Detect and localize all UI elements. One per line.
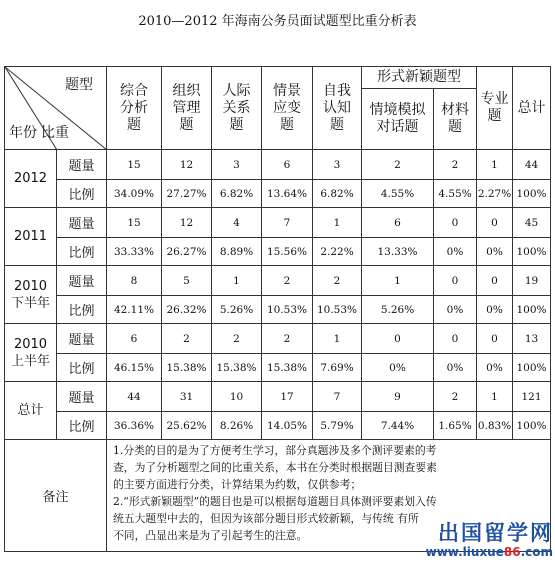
year-cell: 2012: [5, 150, 57, 208]
ratio-cell: 5.26%: [362, 296, 434, 324]
table-row: [5, 238, 551, 266]
table-row: [5, 324, 551, 354]
ratio-label: 比例: [57, 180, 107, 208]
count-cell: 0: [477, 266, 513, 296]
ratio-cell: 100%: [513, 238, 551, 266]
count-cell: 1: [212, 266, 262, 296]
count-cell: 15: [107, 208, 162, 238]
year-cell: 2011: [5, 208, 57, 266]
note-line: 查，为了分析题型之间的比重关系，本书在分类时根据题目测查要素: [113, 461, 437, 474]
col-header-type: 自我 认知 题: [313, 67, 362, 150]
note-line: 1.分类的目的是为了方便考生学习，部分真题涉及多个测评要素的考: [113, 444, 437, 457]
ratio-cell: 7.44%: [362, 412, 434, 440]
count-cell: 7: [262, 208, 313, 238]
year-cell: 2010 下半年: [5, 266, 57, 324]
corner-header: [5, 67, 107, 150]
watermark-url: www.liuxue86.com: [425, 545, 553, 559]
count-cell: 0: [477, 208, 513, 238]
col-header-type: 情景 应变 题: [262, 67, 313, 150]
ratio-cell: 10.53%: [313, 296, 362, 324]
ratio-cell: 25.62%: [162, 412, 212, 440]
ratio-cell: 0%: [434, 296, 477, 324]
count-cell: 2: [362, 150, 434, 180]
ratio-cell: 10.53%: [262, 296, 313, 324]
ratio-cell: 26.27%: [162, 238, 212, 266]
ratio-cell: 0.83%: [477, 412, 513, 440]
col-header-new-group: 形式新颖题型: [362, 67, 477, 89]
table-row: [5, 412, 551, 440]
count-cell: 9: [362, 382, 434, 412]
ratio-label: 比例: [57, 354, 107, 382]
ratio-cell: 5.26%: [212, 296, 262, 324]
watermark-logo: [426, 521, 553, 559]
note-line: 2.“形式新颖题型”的题目也是可以根据每道题目具体测评要素划入传: [113, 495, 437, 508]
table-title: 2010—2012 年海南公务员面试题型比重分析表: [138, 14, 417, 29]
ratio-cell: 1.65%: [434, 412, 477, 440]
ratio-cell: 100%: [513, 412, 551, 440]
ratio-label: 比例: [57, 296, 107, 324]
count-cell: 1: [313, 208, 362, 238]
count-cell: 12: [162, 150, 212, 180]
count-cell: 1: [477, 382, 513, 412]
ratio-cell: 100%: [513, 180, 551, 208]
ratio-cell: 0%: [477, 296, 513, 324]
ratio-cell: 0%: [477, 354, 513, 382]
count-cell: 17: [262, 382, 313, 412]
table-row: [5, 382, 551, 412]
ratio-cell: 26.32%: [162, 296, 212, 324]
table-row: [5, 180, 551, 208]
count-cell: 31: [162, 382, 212, 412]
count-label: 题量: [57, 266, 107, 296]
count-cell: 1: [477, 150, 513, 180]
count-cell: 15: [107, 150, 162, 180]
ratio-cell: 6.82%: [212, 180, 262, 208]
ratio-cell: 13.33%: [362, 238, 434, 266]
year-cell: 总计: [5, 382, 57, 440]
table-row: [5, 150, 551, 180]
note-line: 不同，凸显出来是为了引起考生的注意。: [113, 529, 308, 542]
count-cell: 13: [513, 324, 551, 354]
ratio-cell: 15.56%: [262, 238, 313, 266]
count-cell: 0: [434, 266, 477, 296]
count-cell: 12: [162, 208, 212, 238]
ratio-cell: 46.15%: [107, 354, 162, 382]
count-cell: 2: [262, 266, 313, 296]
note-line: 的主要方面进行分类，计算结果为约数，仅供参考；: [113, 478, 362, 491]
count-cell: 2: [262, 324, 313, 354]
ratio-cell: 0%: [434, 238, 477, 266]
ratio-cell: 34.09%: [107, 180, 162, 208]
count-cell: 2: [212, 324, 262, 354]
ratio-cell: 27.27%: [162, 180, 212, 208]
col-header-total: 总计: [513, 67, 551, 150]
ratio-cell: 2.27%: [477, 180, 513, 208]
ratio-cell: 2.22%: [313, 238, 362, 266]
note-label: 备注: [5, 440, 107, 552]
ratio-cell: 13.64%: [262, 180, 313, 208]
count-cell: 0: [362, 324, 434, 354]
count-cell: 5: [162, 266, 212, 296]
col-header-type: 综合 分析 题: [107, 67, 162, 150]
col-header-special: 专业 题: [477, 67, 513, 150]
ratio-cell: 15.38%: [212, 354, 262, 382]
ratio-cell: 33.33%: [107, 238, 162, 266]
ratio-cell: 0%: [477, 238, 513, 266]
ratio-cell: 8.26%: [212, 412, 262, 440]
table-row: [5, 208, 551, 238]
count-cell: 44: [513, 150, 551, 180]
count-cell: 4: [212, 208, 262, 238]
ratio-cell: 15.38%: [162, 354, 212, 382]
ratio-cell: 4.55%: [434, 180, 477, 208]
table-row: [5, 354, 551, 382]
count-cell: 0: [477, 324, 513, 354]
table-row: [5, 296, 551, 324]
col-header-type: 人际 关系 题: [212, 67, 262, 150]
count-cell: 6: [362, 208, 434, 238]
ratio-cell: 100%: [513, 296, 551, 324]
ratio-cell: 100%: [513, 354, 551, 382]
count-cell: 2: [313, 266, 362, 296]
count-cell: 7: [313, 382, 362, 412]
ratio-cell: 42.11%: [107, 296, 162, 324]
ratio-cell: 7.69%: [313, 354, 362, 382]
count-cell: 0: [434, 324, 477, 354]
ratio-cell: 0%: [434, 354, 477, 382]
count-cell: 1: [362, 266, 434, 296]
ratio-cell: 36.36%: [107, 412, 162, 440]
ratio-cell: 4.55%: [362, 180, 434, 208]
count-cell: 19: [513, 266, 551, 296]
count-cell: 0: [434, 208, 477, 238]
ratio-cell: 14.05%: [262, 412, 313, 440]
count-cell: 45: [513, 208, 551, 238]
count-cell: 2: [434, 382, 477, 412]
corner-label-type: 题型: [65, 77, 93, 93]
question-type-table: [4, 66, 551, 552]
ratio-cell: 6.82%: [313, 180, 362, 208]
count-cell: 10: [212, 382, 262, 412]
table-row: [5, 266, 551, 296]
count-cell: 6: [262, 150, 313, 180]
watermark-site-name: 出国留学网: [438, 521, 553, 545]
ratio-label: 比例: [57, 412, 107, 440]
ratio-cell: 15.38%: [262, 354, 313, 382]
count-cell: 2: [162, 324, 212, 354]
count-cell: 1: [313, 324, 362, 354]
ratio-label: 比例: [57, 238, 107, 266]
corner-label-ratio: 比重: [41, 125, 69, 141]
count-label: 题量: [57, 150, 107, 180]
count-cell: 3: [212, 150, 262, 180]
count-cell: 2: [434, 150, 477, 180]
count-label: 题量: [57, 382, 107, 412]
ratio-cell: 0%: [362, 354, 434, 382]
col-header-material: 材料 题: [434, 89, 477, 150]
ratio-cell: 8.89%: [212, 238, 262, 266]
note-line: 统五大题型中去的，但因为该部分题目形式较新颖，与传统 有所: [113, 512, 419, 525]
col-header-situational: 情境模拟 对话题: [362, 89, 434, 150]
count-cell: 6: [107, 324, 162, 354]
ratio-cell: 5.79%: [313, 412, 362, 440]
col-header-type: 组织 管理 题: [162, 67, 212, 150]
count-label: 题量: [57, 324, 107, 354]
count-cell: 121: [513, 382, 551, 412]
count-cell: 44: [107, 382, 162, 412]
corner-label-year: 年份: [9, 125, 37, 141]
count-cell: 3: [313, 150, 362, 180]
count-cell: 8: [107, 266, 162, 296]
count-label: 题量: [57, 208, 107, 238]
year-cell: 2010 上半年: [5, 324, 57, 382]
